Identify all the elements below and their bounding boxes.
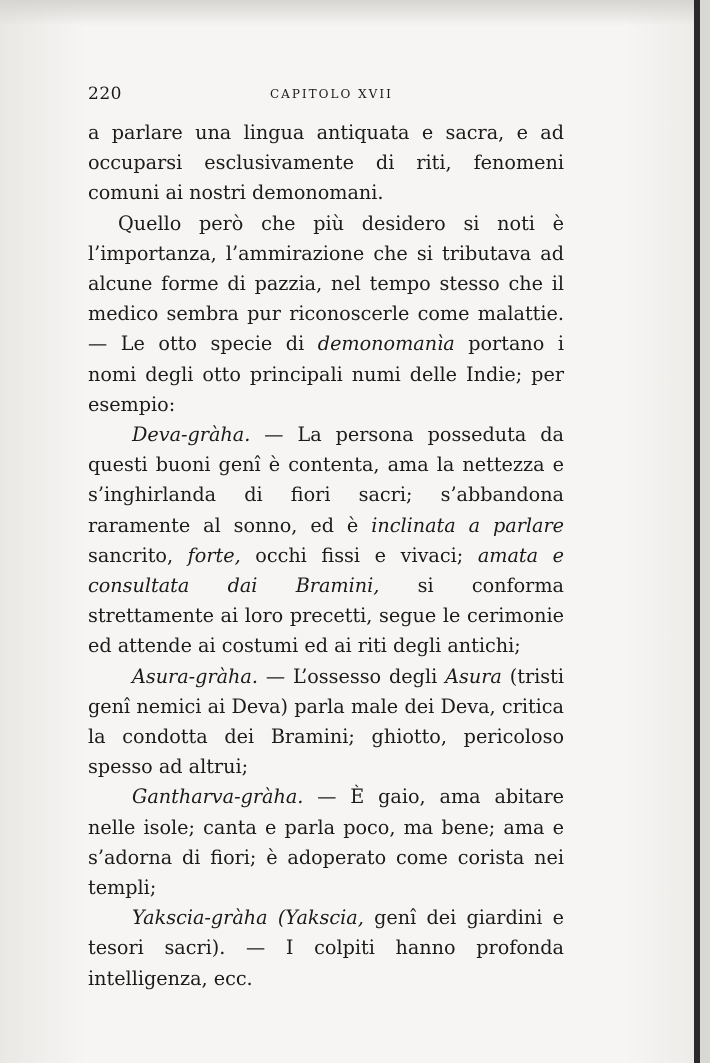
text-run: — L’ossesso degli [257,664,446,688]
text-run: si conforma strettamente ai loro precetti, segue le cerimonie ed attende ai costumi ed ai riti degli antichi; [88,574,564,658]
italic-text: Gantharva-gràha. [132,785,304,809]
text-run: portano i nomi degli otto principali numi delle Indie; per esempio: [88,332,564,416]
paragraph [88,662,564,783]
italic-text: amata e consultata dai Bramini, [88,543,564,598]
italic-text: Deva-gràha. [132,423,251,447]
paragraph [88,209,564,420]
text-run: — È gaio, ama abitare nelle isole; canta e parla poco, ma bene; ama e s’adorna di fiori; è adoperato come corista nei templi; [88,785,564,900]
paragraph [88,420,564,662]
scan-shadow [0,0,710,26]
running-head: CAPITOLO XVII [270,87,393,101]
text-run: genî dei giardini e tesori sacri). — I colpiti hanno profonda intelligenza, ecc. [88,906,564,990]
paragraph [88,118,564,209]
text-run: (tristi genî nemici ai Deva) parla male dei Deva, critica la condotta dei Bramini; ghiotto, pericoloso spesso ad altrui; [88,664,564,779]
page-number: 220 [88,84,122,104]
text-run: Quello però che più desidero si noti è l’importanza, l’ammirazione che si tributava ad alcune forme di pazzia, nel tempo stesso che il medico sembra pur riconoscerle come malattie. — Le otto specie di [88,211,564,356]
body-text [88,118,564,994]
italic-text: Asura-gràha. [132,664,258,688]
page-header [88,84,608,108]
paragraph [88,903,564,994]
italic-text: demonomanìa [317,332,455,356]
text-run: sancrito, [88,543,188,567]
text-run: occhi fissi e vivaci; [240,543,478,567]
italic-text: forte, [187,543,241,567]
italic-text: inclinata a parlare [371,513,564,537]
text-run: a parlare una lingua antiquata e sacra, e ad occuparsi esclusivamente di riti, fenomeni comuni ai nostri demonomani. [88,121,564,205]
page-margin-strip [700,0,710,1063]
italic-text: Asura [445,664,502,688]
binding-edge [694,0,700,1063]
italic-text: Yakscia-gràha (Yakscia, [132,906,364,930]
text-run: — La persona posseduta da questi buoni genî è contenta, ama la nettezza e s’inghirlanda di fiori sacri; s’abbandona raramente al sonno, ed è [88,423,564,537]
paragraph [88,782,564,903]
